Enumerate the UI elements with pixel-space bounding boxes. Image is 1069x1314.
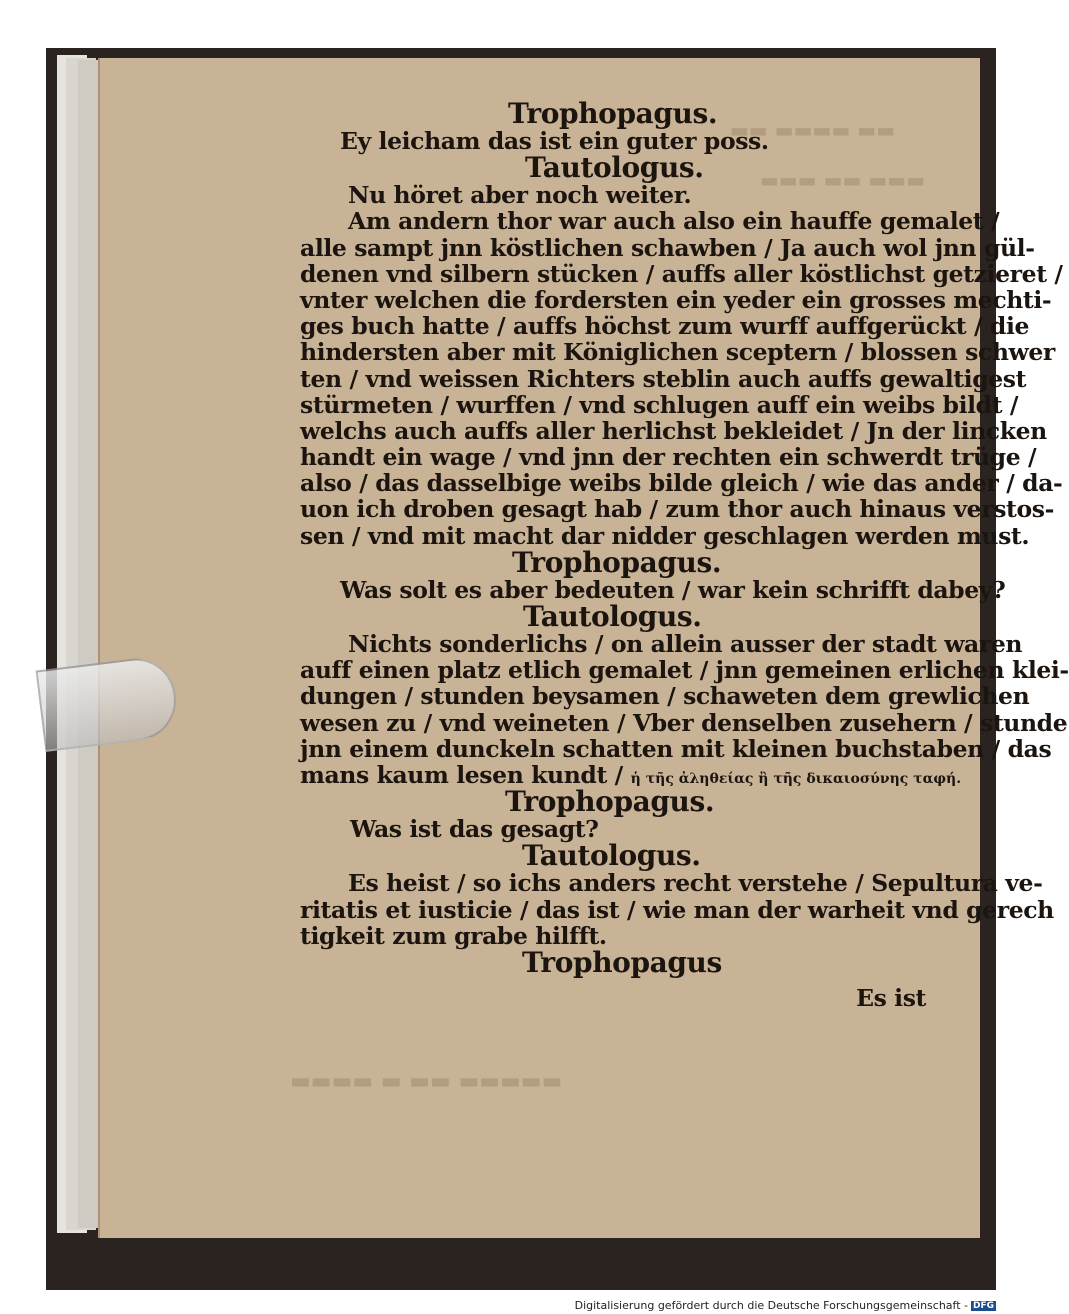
text-line: alle sampt jnn köstlichen schawben / Ja auch wol jnn gül- <box>300 233 1035 262</box>
text-line: tigkeit zum grabe hilfft. <box>300 921 607 950</box>
catchword: Es ist <box>856 983 926 1012</box>
show-through: ▬▬ ▬▬▬▬ ▬▬ <box>730 118 896 142</box>
show-through: ▬▬▬▬ ▬ ▬▬ ▬▬▬▬▬ <box>290 1068 563 1094</box>
text-line: Ey leicham das ist ein guter poss. <box>340 127 769 155</box>
dfg-logo-icon: DFG <box>972 1301 994 1311</box>
show-through: ▬▬▬ ▬▬ ▬▬▬ <box>760 168 926 192</box>
greek-inscription: ἡ τῆς ἀληθείας ἢ τῆς δικαιοσύνης ταφή. <box>630 770 962 787</box>
text-line: sen / vnd mit macht dar nidder geschlagen werden must. <box>300 521 1030 550</box>
speaker-heading: Tautologus. <box>522 839 701 873</box>
text-line: Was ist das gesagt? <box>350 815 599 844</box>
text-line: welchs auch auffs aller herlichst bekleidet / Jn der lincken <box>300 416 1047 445</box>
text-line: stürmeten / wurffen / vnd schlugen auff ein weibs bildt / <box>300 390 1019 419</box>
text-line: wesen zu / vnd weineten / Vber denselben zusehern / stunde <box>300 708 1068 737</box>
text-line: Nichts sonderlichs / on allein ausser der stadt waren <box>348 630 1023 658</box>
text-line: ges buch hatte / auffs höchst zum wurff auffgerückt / die <box>300 312 1030 341</box>
text-line: ten / vnd weissen Richters steblin auch auffs gewaltigest <box>300 364 1027 393</box>
page-text <box>300 97 1069 1012</box>
text-line: uon ich droben gesagt hab / zum thor auch hinaus verstos- <box>300 495 1054 524</box>
text-line: ritatis et iusticie / das ist / wie man der warheit vnd gerech <box>300 895 1054 924</box>
text-line-german: mans kaum lesen kundt / <box>300 760 623 789</box>
text-line: auff einen platz etlich gemalet / jnn gemeinen erlichen klei- <box>300 656 1069 685</box>
text-line: handt ein wage / vnd jnn der rechten ein schwerdt trüge / <box>300 443 1037 472</box>
text-line: Nu höret aber noch weiter. <box>348 181 692 210</box>
text-line: jnn einem dunckeln schatten mit kleinen buchstaben / das <box>300 734 1052 763</box>
text-line: Was solt es aber bedeuten / war kein schrifft dabey? <box>340 575 1006 604</box>
text-line: hindersten aber mit Königlichen sceptern / blossen schwer <box>300 338 1055 367</box>
speaker-heading: Tautologus. <box>523 600 702 633</box>
text-line: dungen / stunden beysamen / schaweten dem grewlichen <box>300 682 1030 711</box>
text-line: vnter welchen die fordersten ein yeder ein grosses mechti- <box>300 285 1052 314</box>
text-line: denen vnd silbern stücken / auffs aller köstlichst getzieret / <box>300 259 1063 288</box>
speaker-heading: Trophopagus <box>522 945 722 979</box>
dfg-credit <box>575 1299 996 1312</box>
text-line: Es heist / so ichs anders recht verstehe / Sepultura ve- <box>348 869 1043 898</box>
speaker-heading: Trophopagus. <box>512 545 722 579</box>
credit-text: Digitalisierung gefördert durch die Deutsche Forschungsgemeinschaft - <box>574 1299 968 1312</box>
speaker-heading: Trophopagus. <box>508 97 718 130</box>
text-line: also / das dasselbige weibs bilde gleich / wie das ander / da- <box>300 469 1063 498</box>
text-line: Am andern thor war auch also ein hauffe gemalet / <box>348 207 1000 236</box>
speaker-heading: Trophopagus. <box>505 785 715 819</box>
speaker-heading: Tautologus. <box>525 151 704 185</box>
